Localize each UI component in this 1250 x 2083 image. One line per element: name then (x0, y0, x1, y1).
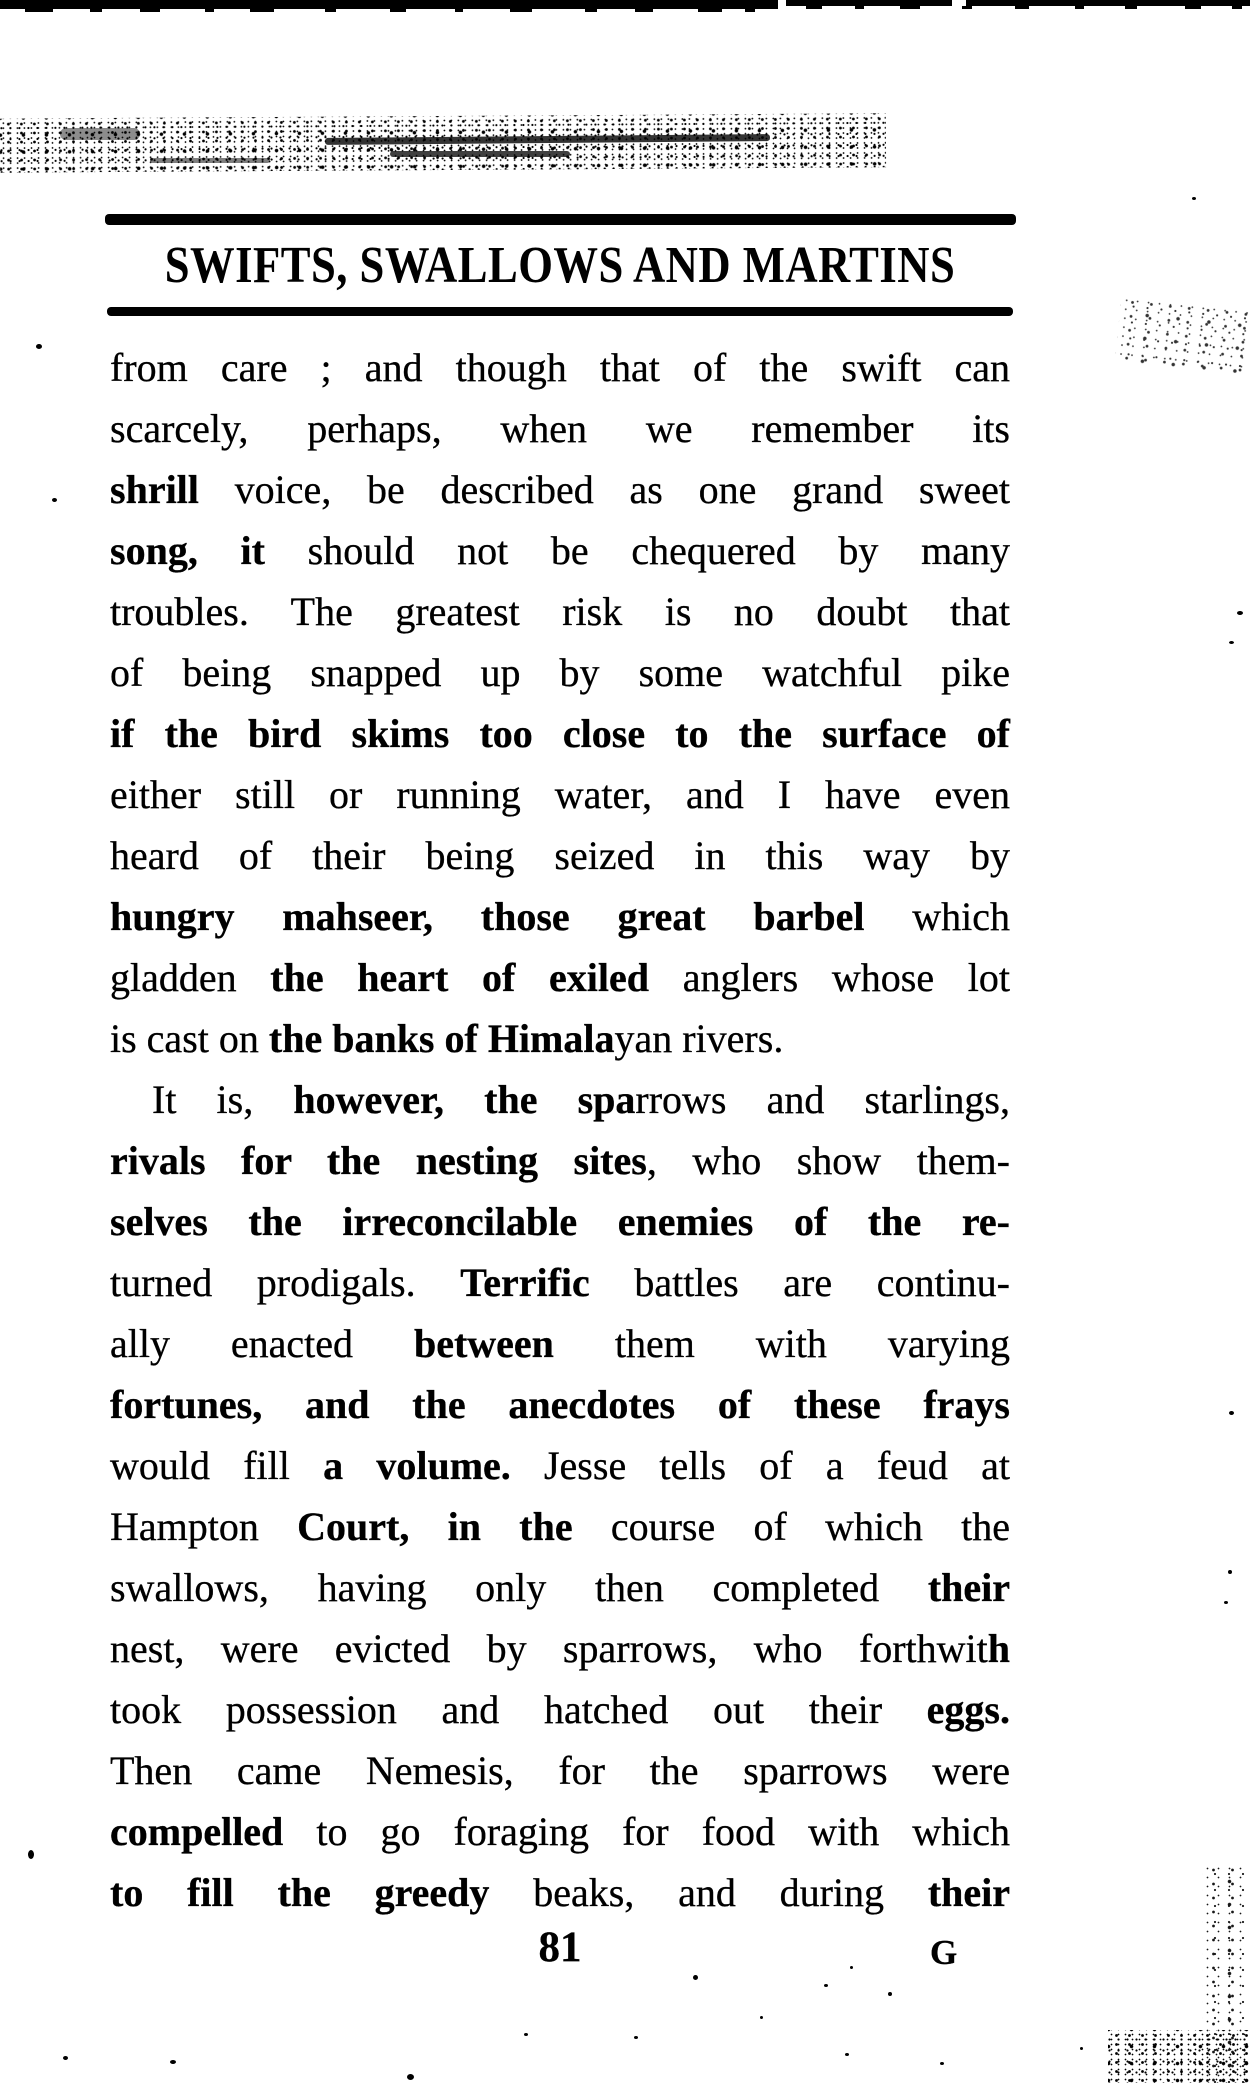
text-line (110, 520, 1010, 581)
bold-text-segment: shrill (110, 467, 199, 512)
text-line (110, 581, 1010, 642)
scan-artifact-dash (806, 6, 822, 9)
text-line (110, 459, 1010, 520)
text-line (110, 1191, 1010, 1252)
text-segment: is cast on (110, 1016, 269, 1061)
scan-speck (940, 2062, 944, 2065)
scan-artifact-dash (855, 6, 864, 9)
scan-speck (1229, 641, 1234, 644)
scan-speck (36, 344, 42, 349)
text-segment: yan rivers. (614, 1016, 784, 1061)
text-segment: beaks, and during (489, 1870, 928, 1915)
page-number: 81 (538, 1924, 582, 1971)
text-line (110, 1130, 1010, 1191)
scan-speck (1080, 2047, 1083, 2050)
text-line (110, 1801, 1010, 1862)
text-segment: rrows and starlings, (635, 1077, 1010, 1122)
header-rule-bottom (107, 307, 1013, 316)
text-line (110, 703, 1010, 764)
text-segment: ally enacted (110, 1321, 414, 1366)
bold-text-segment: Court, in the (297, 1504, 573, 1549)
text-segment: gladden (110, 955, 271, 1000)
scan-artifact-dash (1185, 6, 1201, 9)
scan-speck (888, 1992, 892, 1996)
bold-text-segment: between (413, 1321, 554, 1366)
scan-speck (760, 2016, 763, 2019)
text-segment: voice, be described as one grand sweet (198, 467, 1010, 512)
text-line (110, 764, 1010, 825)
scan-artifact-dash (510, 8, 532, 12)
bold-text-segment: the heart of exiled (270, 955, 650, 1000)
scan-artifact-dash (900, 6, 920, 9)
scan-artifact-dash (90, 9, 102, 12)
scan-artifact-dash (1015, 6, 1029, 9)
scan-artifact-dash (325, 9, 336, 12)
text-line (110, 1618, 1010, 1679)
text-segment: Hampton (110, 1504, 298, 1549)
scan-speck (824, 1984, 828, 1987)
scan-speck (63, 2056, 68, 2060)
body-text (110, 337, 1010, 1923)
text-line (110, 1008, 1010, 1069)
text-segment: battles are continu- (589, 1260, 1010, 1305)
text-segment: from care ; and though that of the swift can (110, 345, 1010, 390)
scan-artifact-dash (745, 8, 755, 12)
scan-speck (28, 1850, 34, 1859)
text-line (110, 337, 1010, 398)
bold-text-segment: their (927, 1870, 1011, 1915)
text-segment: Jesse tells of a feud at (510, 1443, 1010, 1488)
text-line (110, 642, 1010, 703)
scan-artifact-dash (140, 8, 160, 12)
scan-speck (52, 498, 57, 502)
text-line (110, 825, 1010, 886)
scan-artifact-dash (455, 9, 463, 12)
scan-artifact-dash (585, 9, 597, 12)
scan-speck (634, 2036, 638, 2039)
text-line (110, 1069, 1010, 1130)
text-segment: heard of their being seized in this way by (110, 833, 1010, 878)
scan-noise-bottom-right (1108, 2030, 1250, 2083)
scan-speck (1237, 611, 1243, 615)
text-segment: , who show them- (646, 1138, 1010, 1183)
text-line (110, 886, 1010, 947)
text-segment: would fill (110, 1443, 324, 1488)
bold-text-segment: to fill the greedy (110, 1870, 490, 1915)
scan-noise-streak (390, 151, 570, 157)
text-segment: them with varying (553, 1321, 1011, 1366)
scan-speck (1224, 1601, 1228, 1604)
text-segment: It is, (152, 1077, 294, 1122)
bold-text-segment: Terrific (460, 1260, 590, 1305)
bold-text-segment: the banks of Himala (268, 1016, 615, 1061)
text-line (110, 1374, 1010, 1435)
text-line (110, 1252, 1010, 1313)
text-segment: nest, were evicted by sparrows, who forthwit (110, 1626, 988, 1671)
page-title: SWIFTS, SWALLOWS AND MARTINS (164, 235, 956, 294)
bold-text-segment: h (987, 1626, 1010, 1671)
scan-artifact-dash (635, 8, 653, 12)
scan-noise-streak (60, 128, 140, 140)
scan-artifact-dash (205, 9, 214, 12)
scan-speck (693, 1975, 698, 1980)
scan-artifact-top-bar-left (0, 0, 778, 9)
bold-text-segment: song, it (110, 528, 265, 573)
scan-speck (1192, 197, 1196, 200)
bold-text-segment: eggs. (926, 1687, 1010, 1732)
text-segment: turned prodigals. (110, 1260, 461, 1305)
text-line (110, 1740, 1010, 1801)
text-segment: of being snapped up by some watchful pike (110, 650, 1010, 695)
text-segment: troubles. The greatest risk is no doubt that (110, 589, 1010, 634)
text-segment: Then came Nemesis, for the sparrows were (110, 1748, 1010, 1793)
scan-artifact-dash (390, 8, 406, 12)
scan-speck (1229, 1411, 1234, 1415)
text-segment: anglers whose lot (649, 955, 1010, 1000)
text-segment: should not be chequered by many (264, 528, 1011, 573)
scan-artifact-dash (25, 8, 53, 12)
text-segment: either still or running water, and I have even (110, 772, 1010, 817)
scan-artifact-dash (1125, 6, 1137, 9)
scan-artifact-dash (1075, 6, 1084, 9)
text-segment: to go foraging for food with which (283, 1809, 1010, 1854)
text-line (110, 1435, 1010, 1496)
text-line (110, 1496, 1010, 1557)
scan-speck (170, 2060, 176, 2064)
header-rule-top (105, 214, 1016, 225)
text-line (110, 1313, 1010, 1374)
text-segment: took possession and hatched out their (110, 1687, 927, 1732)
bold-text-segment: however, the spa (293, 1077, 636, 1122)
scan-artifact-dash (1232, 6, 1242, 9)
bold-text-segment: compelled (110, 1809, 284, 1854)
bold-text-segment: hungry mahseer, those great barbel (110, 894, 865, 939)
text-line (110, 1862, 1010, 1923)
scan-noise-streak (150, 158, 270, 163)
signature-mark: G (930, 1933, 958, 1972)
bold-text-segment: a volume. (323, 1443, 511, 1488)
scan-speck (845, 2053, 849, 2056)
scan-speck (407, 2074, 414, 2080)
bold-text-segment: rivals for the nesting sites (110, 1138, 647, 1183)
bold-text-segment: selves the irreconcilable enemies of the re- (110, 1199, 1010, 1244)
bold-text-segment: fortunes, and the anecdotes of these frays (110, 1382, 1010, 1427)
text-line (110, 398, 1010, 459)
text-segment: course of which the (572, 1504, 1010, 1549)
text-line (110, 1679, 1010, 1740)
text-segment: which (864, 894, 1010, 939)
scan-speck (1228, 1570, 1232, 1574)
text-line (110, 1557, 1010, 1618)
text-segment: swallows, having only then completed (110, 1565, 928, 1610)
scan-artifact-dash (962, 6, 972, 9)
text-line (110, 947, 1010, 1008)
scan-speck (524, 2033, 528, 2036)
scan-noise-patch-right (1115, 293, 1250, 374)
text-segment: scarcely, perhaps, when we remember its (110, 406, 1010, 451)
bold-text-segment: if the bird skims too close to the surface of (110, 711, 1010, 756)
scan-artifact-dash (250, 8, 274, 12)
bold-text-segment: their (927, 1565, 1010, 1610)
scan-artifact-dash (698, 9, 722, 12)
